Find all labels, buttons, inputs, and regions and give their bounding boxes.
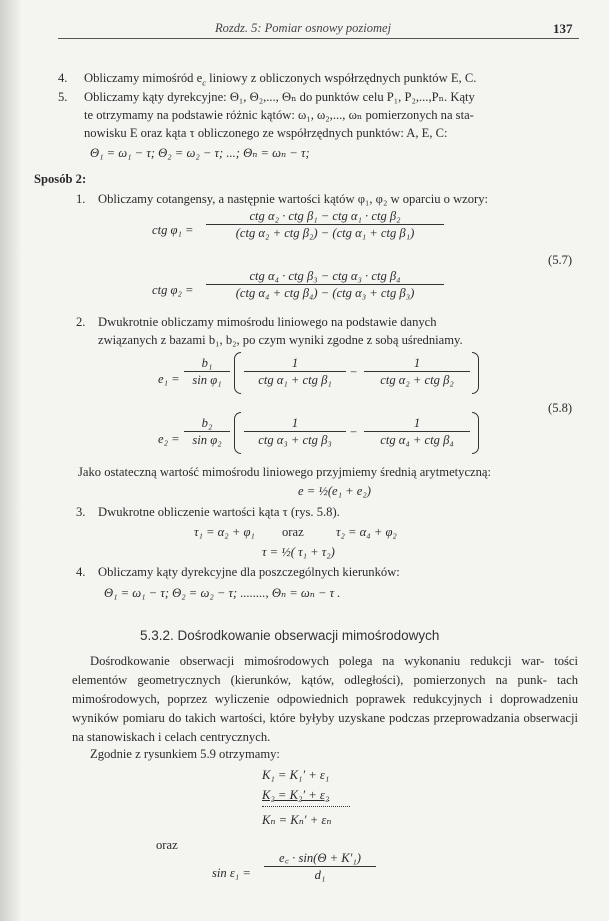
e2-term-b-den: ctg α₄ + ctg β₄	[364, 431, 470, 447]
eq2-denominator: (ctg α₄ + ctg β₄) − (ctg α₃ + ctg β₃)	[206, 284, 444, 300]
tau-average: τ = ½( τ₁ + τ₂)	[262, 545, 335, 559]
dotted-separator	[262, 806, 350, 807]
e1-term-b-num: 1	[413, 356, 421, 370]
e2-term-b-num: 1	[413, 416, 421, 430]
header-rule	[58, 38, 579, 39]
step-3-text: Dwukrotne obliczenie wartości kąta τ (rys. 5.8).	[98, 505, 340, 519]
e1-term-a-den: ctg α₁ + ctg β₁	[244, 371, 346, 387]
oraz-word: oraz	[282, 525, 304, 539]
section-heading: 5.3.2. Dośrodkowanie obserwacji mimośrodowych	[140, 628, 440, 643]
e1-factor-den: sin φ₁	[184, 371, 230, 387]
minus-sign: −	[350, 425, 358, 439]
sin-denominator: d₁	[264, 866, 376, 882]
formula-theta-final: Θ₁ = ω₁ − τ; Θ₂ = ω₂ − τ; ........, Θₙ = ωₙ − τ .	[104, 586, 341, 600]
formula-kn: Kₙ = Kₙ′ + εₙ	[262, 813, 332, 827]
e1-lhs: e₁ =	[158, 372, 180, 386]
step-2-line: związanych z bazami b₁, b₂, po czym wyniki zgodne z sobą uśredniamy.	[98, 333, 463, 347]
list-number: 3.	[76, 505, 86, 519]
e1-term-a	[244, 357, 346, 386]
e2-term-b	[364, 417, 470, 446]
paragraph-intro: Zgodnie z rysunkiem 5.9 otrzymamy:	[90, 747, 280, 761]
page-number: 137	[553, 21, 573, 36]
average-formula: e = ½(e₁ + e₂)	[298, 484, 371, 498]
eq2-lhs: ctg φ₂ =	[152, 283, 194, 297]
item-4-lead: Obliczamy mimośród e	[84, 71, 203, 85]
formula-theta: Θ₁ = ω₁ − τ; Θ₂ = ω₂ − τ; ...; Θₙ = ωₙ − τ;	[90, 146, 310, 160]
step-4-text: Obliczamy kąty dyrekcyjne dla poszczególnych kierunków:	[98, 565, 400, 579]
list-number: 5.	[58, 90, 68, 104]
item-4-rest: liniowy z obliczonych współrzędnych punktów E, C.	[209, 71, 477, 85]
right-paren	[472, 352, 479, 394]
sin-lhs: sin ε₁ =	[212, 866, 251, 880]
e1-factor	[184, 357, 230, 386]
eq1-fraction	[206, 210, 444, 239]
e2-lhs: e₂ =	[158, 432, 180, 446]
paragraph: Dośrodkowanie obserwacji mimośrodowych polega na wykonaniu redukcji war- tości elementów geometrycznych (kierunków, kątów, odległości), pomierzonych na punk- tach mimośrodowych, poprzez wyliczenie odpowiednich poprawek redukcyjnych i doprowadzeniu wyników pomiaru do takich wartości, które byłyby uzyskane podczas przeprowadzania obserwacji na stanowiskach i celach centrycznych.	[72, 654, 578, 744]
eq1-lhs: ctg φ₁ =	[152, 223, 194, 237]
e2-factor	[184, 417, 230, 446]
formula-k1: K₁ = K₁′ + ε₁	[262, 768, 330, 782]
sin-fraction	[264, 852, 376, 881]
eq2-fraction	[206, 270, 444, 299]
item-5-line: nowisku E oraz kąta τ obliczonego ze współrzędnych punktów: A, E, C:	[84, 126, 448, 140]
e2-factor-num: b₂	[201, 416, 213, 430]
eq1-numerator: ctg α₂ · ctg β₁ − ctg α₁ · ctg β₂	[249, 209, 401, 223]
item-4-text	[84, 71, 477, 88]
item-4-sub: c	[202, 77, 206, 88]
formula-k2: K₂ = K₂′ + ε₂	[262, 788, 330, 802]
item-5-line: te otrzymamy na podstawie różnic kątów: ω₁, ω₂,..., ωₙ pomierzonych na sta-	[84, 108, 474, 122]
method-label: Sposób 2:	[34, 172, 87, 186]
average-text: Jako ostateczną wartość mimośrodu liniowego przyjmiemy średnią arytmetyczną:	[78, 465, 492, 479]
e2-term-a	[244, 417, 346, 446]
tau-1: τ₁ = α₂ + φ₁	[194, 525, 255, 539]
e1-term-b-den: ctg α₂ + ctg β₂	[364, 371, 470, 387]
step-1-text: Obliczamy cotangensy, a następnie wartości kątów φ₁, φ₂ w oparciu o wzory:	[98, 192, 489, 206]
e1-term-a-num: 1	[291, 356, 299, 370]
equation-number: (5.8)	[548, 401, 573, 415]
list-number: 2.	[76, 315, 86, 329]
oraz-word: oraz	[156, 838, 178, 852]
right-paren	[472, 412, 479, 454]
left-paren	[234, 412, 241, 454]
eq2-numerator: ctg α₄ · ctg β₃ − ctg α₃ · ctg β₄	[249, 269, 401, 283]
e2-term-a-num: 1	[291, 416, 299, 430]
tau-2: τ₂ = α₄ + φ₂	[336, 525, 397, 539]
e1-factor-num: b₁	[201, 356, 213, 370]
minus-sign: −	[350, 365, 358, 379]
e2-factor-den: sin φ₂	[184, 431, 230, 447]
binding-shadow	[0, 0, 22, 921]
step-2-line: Dwukrotnie obliczamy mimośrodu liniowego na podstawie danych	[98, 315, 437, 329]
running-header: Rozdz. 5: Pomiar osnowy poziomej	[215, 21, 392, 35]
list-number: 4.	[58, 71, 68, 85]
e2-term-a-den: ctg α₃ + ctg β₃	[244, 431, 346, 447]
left-paren	[234, 352, 241, 394]
eq1-denominator: (ctg α₂ + ctg β₂) − (ctg α₁ + ctg β₁)	[206, 224, 444, 240]
sin-numerator: e꜀ · sin(Θ + K′₁)	[279, 851, 361, 865]
equation-number: (5.7)	[548, 253, 573, 267]
list-number: 4.	[76, 565, 86, 579]
list-number: 1.	[76, 192, 86, 206]
e1-term-b	[364, 357, 470, 386]
item-5-line: Obliczamy kąty dyrekcyjne: Θ₁, Θ₂,..., Θₙ do punktów celu P₁, P₂,...,Pₙ. Kąty	[84, 90, 475, 104]
